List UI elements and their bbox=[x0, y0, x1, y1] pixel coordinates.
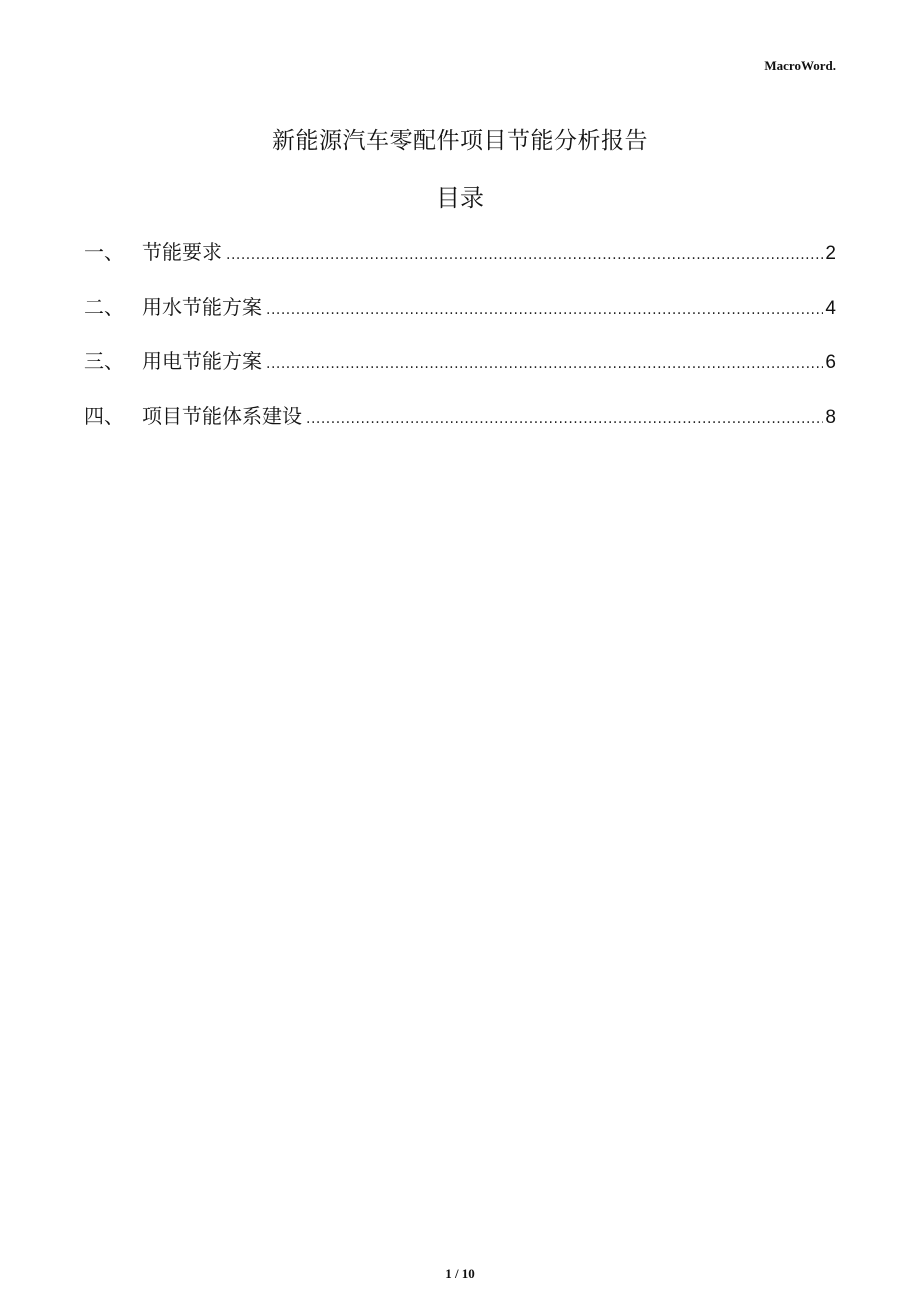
page-indicator: 1 / 10 bbox=[445, 1266, 475, 1281]
toc-entry[interactable] bbox=[84, 398, 836, 453]
toc-heading: 目录 bbox=[436, 184, 484, 212]
document-title: 新能源汽车零配件项目节能分析报告 bbox=[272, 128, 648, 154]
toc-entry-page: 4 bbox=[825, 297, 836, 319]
toc-entry-title: 节能要求 bbox=[142, 240, 222, 264]
header-brand: MacroWord. bbox=[764, 58, 836, 73]
toc-entry-number: 四、 bbox=[84, 403, 124, 428]
toc-entry-title: 用水节能方案 bbox=[142, 294, 262, 319]
toc-entry-page: 8 bbox=[825, 406, 836, 428]
toc-entry-number: 一、 bbox=[84, 240, 124, 264]
toc-entry-page: 2 bbox=[825, 243, 836, 264]
toc-entry-number: 三、 bbox=[84, 349, 124, 373]
toc-entry-title: 项目节能体系建设 bbox=[142, 403, 302, 428]
toc-entry-page: 6 bbox=[825, 352, 836, 373]
toc-entry[interactable] bbox=[84, 234, 836, 289]
toc-entry-title: 用电节能方案 bbox=[142, 349, 262, 373]
toc-entry[interactable] bbox=[84, 289, 836, 344]
toc-entry[interactable] bbox=[84, 343, 836, 398]
toc-dot-leader bbox=[266, 292, 823, 328]
table-of-contents bbox=[84, 234, 836, 452]
toc-dot-leader bbox=[306, 401, 823, 437]
toc-dot-leader bbox=[266, 346, 823, 382]
toc-dot-leader bbox=[226, 237, 823, 273]
toc-entry-number: 二、 bbox=[84, 294, 124, 319]
